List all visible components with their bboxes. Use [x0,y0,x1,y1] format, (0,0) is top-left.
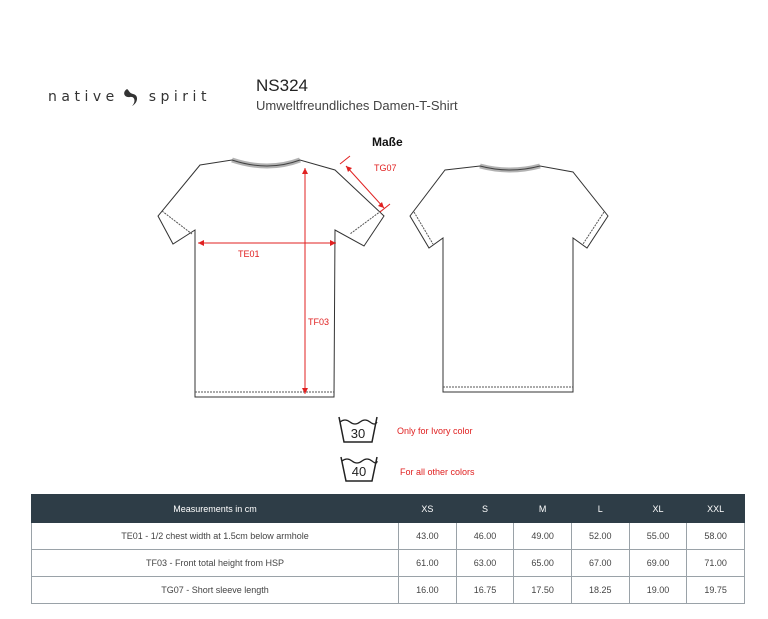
table-row [32,523,745,550]
table-cell: 17.50 [514,577,572,604]
table-cell: 58.00 [687,523,745,550]
table-cell: 19.75 [687,577,745,604]
table-cell: 71.00 [687,550,745,577]
size-chart-table [31,494,745,604]
table-cell: 16.00 [399,577,457,604]
table-cell: 18.25 [571,577,629,604]
header-measurements: Measurements in cm [32,495,399,523]
header-size: XL [629,495,687,523]
table-header-row [32,495,745,523]
table-cell: 52.00 [571,523,629,550]
table-cell: 61.00 [399,550,457,577]
product-name: Umweltfreundliches Damen-T-Shirt [256,98,458,113]
row-label: TG07 - Short sleeve length [32,577,399,604]
brand-logo [48,86,211,108]
brand-mark-icon [121,86,143,108]
table-cell: 19.00 [629,577,687,604]
tshirt-front-diagram [150,150,400,400]
wash-30-temp: 30 [350,426,366,441]
chest-label: TE01 [238,249,260,259]
wash-30-note: Only for Ivory color [397,426,473,436]
table-cell: 55.00 [629,523,687,550]
table-cell: 16.75 [456,577,514,604]
table-cell: 43.00 [399,523,457,550]
brand-word-spirit: spirit [148,89,211,105]
sleeve-label: TG07 [374,163,397,173]
product-code: NS324 [256,76,308,95]
table-cell: 46.00 [456,523,514,550]
header-size: XXL [687,495,745,523]
wash-40-temp: 40 [351,464,367,479]
brand-word-native: native [48,89,119,105]
table-row [32,577,745,604]
row-label: TF03 - Front total height from HSP [32,550,399,577]
measurements-heading: Maße [372,135,403,149]
table-cell: 69.00 [629,550,687,577]
wash-40-note: For all other colors [400,467,475,477]
header-size: XS [399,495,457,523]
header-size: S [456,495,514,523]
row-label: TE01 - 1/2 chest width at 1.5cm below armhole [32,523,399,550]
table-cell: 49.00 [514,523,572,550]
table-row [32,550,745,577]
table-cell: 63.00 [456,550,514,577]
table-cell: 67.00 [571,550,629,577]
tshirt-back-diagram [405,160,615,400]
table-cell: 65.00 [514,550,572,577]
height-label: TF03 [308,317,330,327]
wash-30-icon [337,414,379,446]
wash-40-icon [339,454,379,484]
header-size: M [514,495,572,523]
header-size: L [571,495,629,523]
